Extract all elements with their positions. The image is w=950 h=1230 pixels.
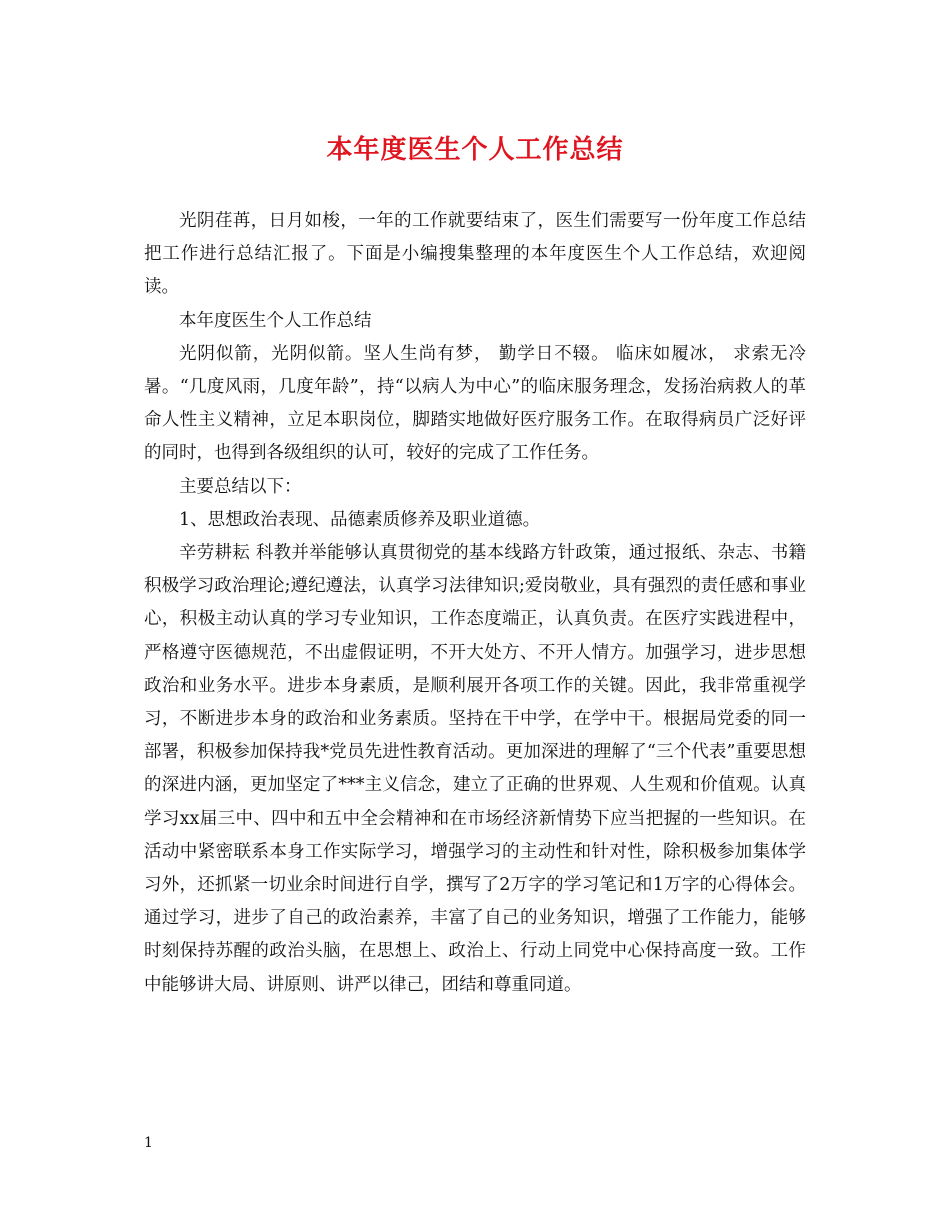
subtitle-paragraph: 本年度医生个人工作总结 bbox=[179, 310, 372, 331]
document-title: 本年度医生个人工作总结 bbox=[326, 135, 624, 165]
document-body bbox=[144, 205, 806, 1002]
summary-heading: 主要总结以下： bbox=[179, 476, 302, 497]
section-paragraph-1: 辛劳耕耘 科教并举能够认真贯彻党的基本线路方针政策，通过报纸、杂志、书籍积极学习政治理论;遵纪遵法，认真学习法律知识;爱岗敬业，具有强烈的责任感和事业心，积极主动认真的学习专业知识，工作态度端正，认真负责。在医疗实践进程中，严格遵守医德规范，不出虚假证明，不开大处方、不开人情方。加强学习，进步思想政治和业务水平。进步本身素质，是顺利展开各项工作的关键。因此，我非常重视学习，不断进步本身的政治和业务素质。坚持在干中学，在学中干。根据局党委的同一部署，积极参加保持我*党员先进性教育活动。更加深进的理解了“三个代表”重要思想的深进内涵，更加坚定了***主义信念，建立了正确的世界观、人生观和价值观。认真学习xx届三中、四中和五中全会精神和在市场经济新情势下应当把握的一些知识。在活动中紧密联系本身工作实际学习，增强学习的主动性和针对性，除积极参加集体学习外，还抓紧一切业余时间进行自学，撰写了2万字的学习笔记和1万字的心得体会。通过学习，进步了自己的政治素养，丰富了自己的业务知识，增强了工作能力，能够时刻保持苏醒的政治头脑，在思想上、政治上、行动上同党中心保持高度一致。工作中能够讲大局、讲原则、讲严以律己，团结和尊重同道。 bbox=[144, 543, 806, 995]
page-number: 1 bbox=[144, 1135, 153, 1151]
opening-paragraph: 光阴似箭，光阴似箭。坚人生尚有梦， 勤学日不辍。 临床如履冰， 求索无冷暑。“几度风雨，几度年龄”，持“以病人为中心”的临床服务理念，发扬治病救人的革命人性主义精神，立足本职岗位，脚踏实地做好医疗服务工作。在取得病员广泛好评的同时，也得到各级组织的认可，较好的完成了工作任务。 bbox=[144, 343, 806, 464]
section-heading-1: 1、思想政治表现、品德素质修养及职业道德。 bbox=[179, 509, 541, 530]
intro-paragraph: 光阴荏苒，日月如梭，一年的工作就要结束了，医生们需要写一份年度工作总结把工作进行总结汇报了。下面是小编搜集整理的本年度医生个人工作总结，欢迎阅读。 bbox=[144, 211, 806, 298]
